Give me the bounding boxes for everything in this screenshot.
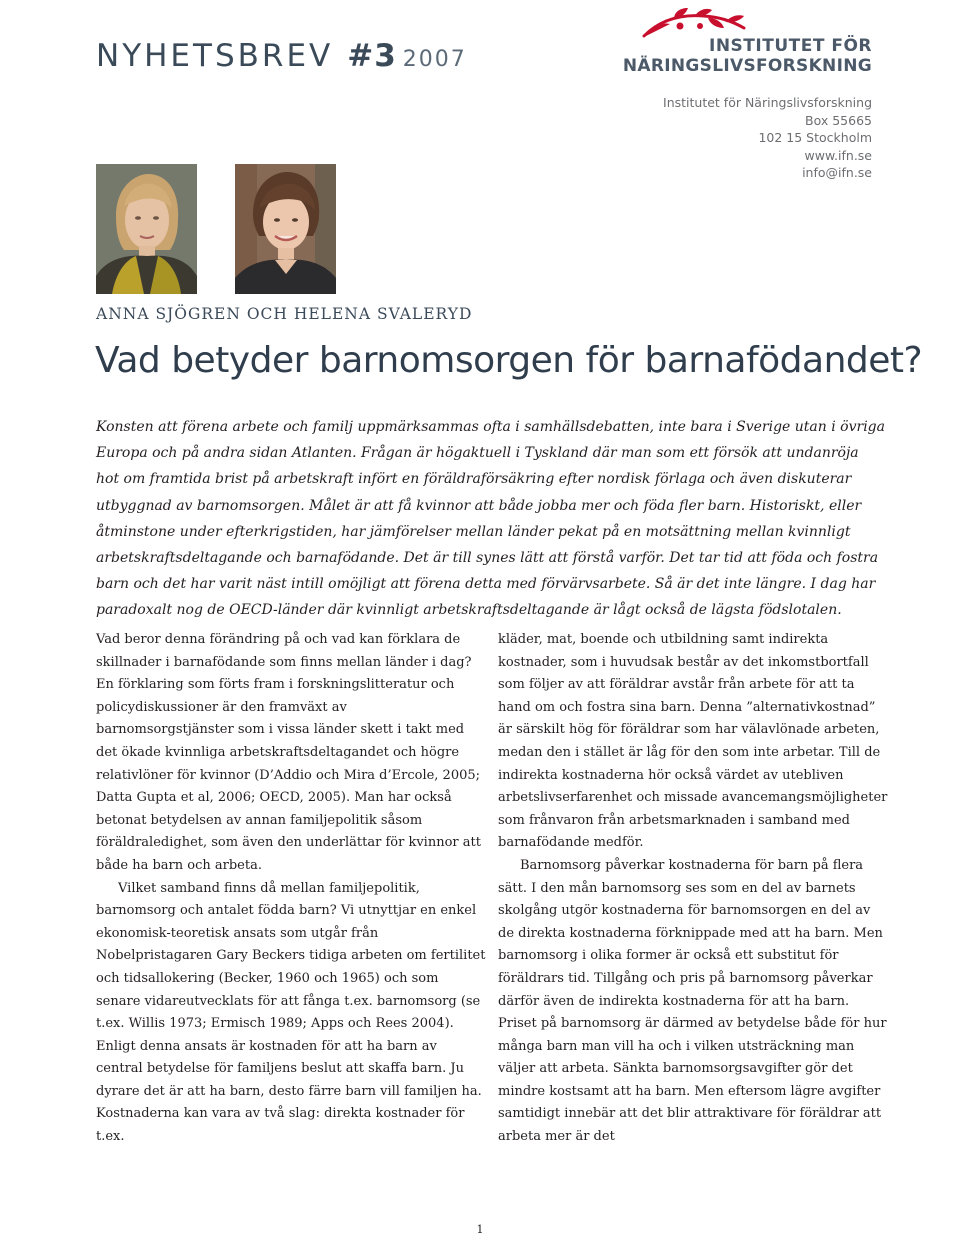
- newsletter-title: [96, 38, 467, 74]
- article-title: Vad betyder barnomsorgen för barnafödandet?: [95, 340, 923, 381]
- article-ingress: Konsten att förena arbete och familj uppmärksammas ofta i samhällsdebatten, inte bara i Sverige utan i övriga Europa och på andra sidan Atlanten. Frågan är högaktuell i Tyskland där man som ett försök att undanröja hot om framtida brist på arbetskraft infört en föräldraförsäkring efter nordisk förlaga och även diskuterar utbyggnad av barnomsorgen. Målet är att få kvinnor att både jobba mer och föda fler barn. Historiskt, eller åtminstone under efterkrigstiden, har jämförelser mellan länder pekat på en motsättning mellan kvinnligt arbetskraftsdeltagande och barnafödande. Det är till synes lätt att förstå varför. Det tar tid att föda och fostra barn och det har varit näst intill omöjligt att förena detta med förvärvsarbete. Så är det inte längre. I dag har paradoxalt nog de OECD-länder där kvinnligt arbetskraftsdeltagande är lågt också de lägsta födslotalen.: [96, 419, 885, 619]
- page-number: 1: [476, 1223, 484, 1236]
- left-paragraph-2: Vilket samband finns då mellan familjepolitik, barnomsorg och antalet födda barn? Vi utnyttjar en enkel ekonomisk-teoretisk ansats som utgår från Nobelpristagaren Gary Beckers tidiga arbeten om fertilitet och tidsallokering (Becker, 1960 och 1965) och som senare vidareutvecklats för att fånga t.ex. barnomsorg (se t.ex. Willis 1973; Ermisch 1989; Apps och Rees 2004). Enligt denna ansats är kostnaden för att ha barn av central betydelse för familjens beslut att skaffa barn. Ju dyrare det är att ha barn, desto färre barn vill familjen ha. Kostnaderna kan vara av två slag: direkta kostnader för t.ex.: [96, 880, 486, 1145]
- address-city: 102 15 Stockholm: [758, 130, 872, 145]
- address-block: [663, 94, 872, 182]
- address-institute: Institutet för Näringslivsforskning: [663, 95, 872, 110]
- address-website: www.ifn.se: [804, 147, 872, 163]
- author-photo-anna: [96, 164, 197, 294]
- article-authors: ANNA SJÖGREN OCH HELENA SVALERYD: [96, 305, 473, 323]
- logo-text-line1: INSTITUTET FÖR: [709, 36, 872, 56]
- logo-text-line2: NÄRINGSLIVSFORSKNING: [622, 56, 872, 76]
- author-photo-helena: [235, 164, 336, 294]
- newsletter-label: NYHETSBREV: [96, 38, 334, 74]
- right-paragraph-1: kläder, mat, boende och utbildning samt indirekta kostnader, som i huvudsak består av det inkomstbortfall som följer av att föräldrar avstår från arbete för att ta hand om och fostra sina barn. Denna ”alternativkostnad” är särskilt hög för föräldrar som har välavlönade arbeten, medan den i stället är låg för den som inte arbetar. Till de indirekta kostnaderna hör också värdet av utebliven arbetslivserfarenhet och missade avancemangsmöjligheter som frånvaron från arbetsmarknaden i samband med barnafödande medför.: [498, 632, 888, 851]
- left-paragraph-1: Vad beror denna förändring på och vad kan förklara de skillnader i barnafödande som finns mellan länder i dag? En förklaring som förts fram i forskningslitteratur och policydiskussioner är den framväxt av barnomsorgstjänster som i vissa länder skett i takt med det ökade kvinnliga arbetskraftsdeltagandet och högre relativlöner för kvinnor (D’Addio och Mira d’Ercole, 2005; Datta Gupta et al, 2006; OECD, 2005). Man har också betonat betydelsen av annan familjepolitik såsom föräldraledighet, som även den underlättar för kvinnor att både ha barn och arbeta.: [96, 632, 481, 873]
- branch-logo-icon: [640, 6, 750, 40]
- left-column: [96, 629, 486, 1149]
- address-box: Box 55665: [805, 112, 872, 128]
- address-email: info@ifn.se: [802, 165, 872, 180]
- right-paragraph-2: Barnomsorg påverkar kostnaderna för barn på flera sätt. I den mån barnomsorg ses som en del av barnets skolgång utgör kostnaderna för barnomsorgen en del av de direkta kostnaderna förknippade med att ha barn. Men barnomsorg i olika former är också ett substitut för föräldrars tid. Tillgång och pris på barnomsorg påverkar därför även de indirekta kostnaderna för att ha barn. Priset på barnomsorg är därmed av betydelse både för hur många barn man vill ha och i vilken utsträckning man väljer att arbeta. Sänkta barnomsorgsavgifter gör det mindre kostsamt att ha barn. Men eftersom lägre avgifter samtidigt innebär att det blir attraktivare för föräldrar att arbeta mer är det: [498, 857, 887, 1145]
- issue-year: 2007: [402, 47, 467, 72]
- right-column: [498, 629, 888, 1149]
- institute-logo: [622, 6, 872, 76]
- issue-number: #3: [347, 38, 397, 74]
